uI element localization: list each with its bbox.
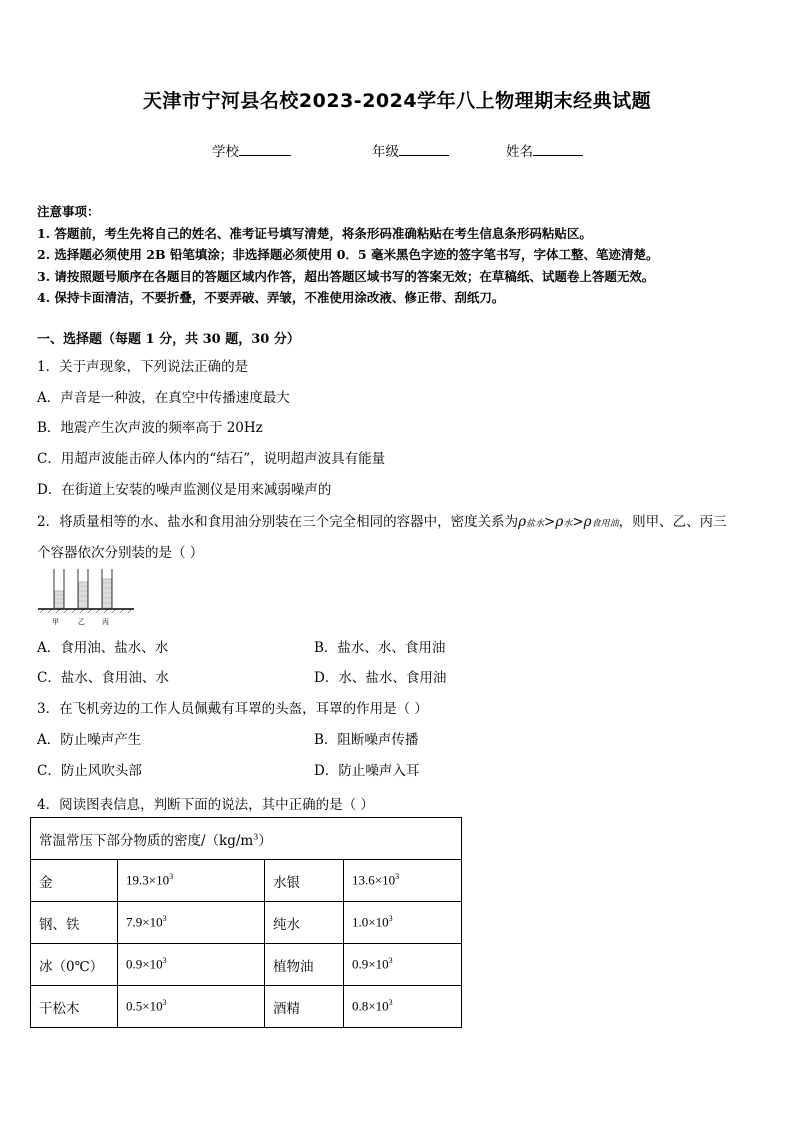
rho-symbol: ρ xyxy=(555,514,564,530)
table-header-close: ） xyxy=(258,832,272,849)
q2-stem-text: 2．将质量相等的水、盐水和食用油分别装在三个完全相同的容器中，密度关系为 xyxy=(37,514,519,530)
greater-than: > xyxy=(544,514,556,530)
notice-item: 3. 请按照题号顺序在各题目的答题区域内作答，超出答题区域书写的答案无效；在草稿纸、试题卷上答题无效。 xyxy=(37,268,655,284)
grade-label: 年级 xyxy=(372,144,399,160)
rho-symbol: ρ xyxy=(583,514,592,530)
density-value: $0.9\times 10^3$ xyxy=(118,944,265,986)
q3-option-a: A．防止噪声产生 xyxy=(37,732,142,748)
notice-item: 1. 答题前，考生先将自己的姓名、准考证号填写清楚，将条形码准确粘贴在考生信息条形码粘贴区。 xyxy=(37,225,592,241)
density-value: $0.5\times 10^3$ xyxy=(118,986,265,1028)
density-value: $1.0\times 10^3$ xyxy=(344,902,462,944)
table-row xyxy=(31,902,462,944)
q2-option-b: B．盐水、水、食用油 xyxy=(314,640,446,656)
name-field xyxy=(506,140,583,160)
substance-name: 干松木 xyxy=(31,986,118,1028)
q3-stem: 3．在飞机旁边的工作人员佩戴有耳罩的头盔，耳罩的作用是（ ） xyxy=(37,701,428,717)
table-header-row xyxy=(31,818,462,860)
q2-stem-text-end: ，则甲、乙、丙三 xyxy=(618,514,727,530)
density-value: $7.9\times 10^3$ xyxy=(118,902,265,944)
q1-option-a: A．声音是一种波，在真空中传播速度最大 xyxy=(37,390,290,406)
rho-subscript-oil: 食用油 xyxy=(591,519,619,529)
substance-name: 纯水 xyxy=(265,902,344,944)
q2-stem-line1 xyxy=(37,510,727,530)
container-c-liquid xyxy=(103,579,112,608)
q2-option-a: A．食用油、盐水、水 xyxy=(37,640,169,656)
q2-option-d: D．水、盐水、食用油 xyxy=(314,670,447,686)
grade-blank xyxy=(399,143,449,156)
substance-name: 金 xyxy=(31,860,118,902)
substance-name: 酒精 xyxy=(265,986,344,1028)
container-a-liquid xyxy=(55,591,64,608)
label-jia: 甲 xyxy=(52,618,59,626)
label-yi: 乙 xyxy=(78,618,85,626)
substance-name: 冰（0℃） xyxy=(31,944,118,986)
substance-name: 水银 xyxy=(265,860,344,902)
q4-stem: 4．阅读图表信息，判断下面的说法，其中正确的是（ ） xyxy=(37,797,374,813)
q1-option-d: D．在街道上安装的噪声监测仪是用来减弱噪声的 xyxy=(37,482,332,498)
q1-option-b: B．地震产生次声波的频率高于 20Hz xyxy=(37,420,263,436)
rho-subscript-water: 水 xyxy=(563,519,573,529)
containers-figure xyxy=(38,567,134,627)
document-title: 天津市宁河县名校2023-2024学年八上物理期末经典试题 xyxy=(142,90,652,112)
q1-option-c: C．用超声波能击碎人体内的“结石”，说明超声波具有能量 xyxy=(37,451,386,467)
table-row xyxy=(31,986,462,1028)
density-value: $0.9\times 10^3$ xyxy=(344,944,462,986)
rho-symbol: ρ xyxy=(518,514,527,530)
density-value: $13.6\times 10^3$ xyxy=(344,860,462,902)
notice-item: 2. 选择题必须使用 2B 铅笔填涂；非选择题必须使用 0．5 毫米黑色字迹的签字笔书写，字体工整、笔迹清楚。 xyxy=(37,247,659,262)
table-row xyxy=(31,860,462,902)
table-row xyxy=(31,944,462,986)
notice-block xyxy=(37,201,658,309)
q2-stem-line2: 个容器依次分别装的是（ ） xyxy=(37,545,204,561)
notice-heading: 注意事项： xyxy=(37,204,100,219)
density-value: $19.3\times 10^3$ xyxy=(118,860,265,902)
greater-than: > xyxy=(572,514,584,530)
school-blank xyxy=(239,143,291,156)
rho-subscript-saltwater: 盐水 xyxy=(526,519,545,529)
density-table xyxy=(30,817,462,1028)
section-heading: 一、选择题（每题 1 分，共 30 题，30 分） xyxy=(37,332,300,347)
q3-option-d: D．防止噪声入耳 xyxy=(314,763,420,779)
density-value: $0.8\times 10^3$ xyxy=(344,986,462,1028)
substance-name: 钢、铁 xyxy=(31,902,118,944)
q3-option-c: C．防止风吹头部 xyxy=(37,763,142,779)
name-label: 姓名 xyxy=(506,144,533,160)
school-field xyxy=(212,140,291,160)
substance-name: 植物油 xyxy=(265,944,344,986)
q1-stem: 1．关于声现象，下列说法正确的是 xyxy=(37,359,249,375)
grade-field xyxy=(372,140,449,160)
table-header-text: 常温常压下部分物质的密度/（kg/m xyxy=(39,832,254,849)
q3-option-b: B．阻断噪声传播 xyxy=(314,732,419,748)
notice-item: 4. 保持卡面清洁，不要折叠，不要弄破、弄皱，不准使用涂改液、修正带、刮纸刀。 xyxy=(37,290,505,305)
table-header-cell xyxy=(31,818,462,860)
q2-option-c: C．盐水、食用油、水 xyxy=(37,670,169,686)
label-bing: 丙 xyxy=(102,618,109,626)
unit-superscript: 3 xyxy=(253,832,259,841)
name-blank xyxy=(533,143,583,156)
school-label: 学校 xyxy=(212,144,239,160)
